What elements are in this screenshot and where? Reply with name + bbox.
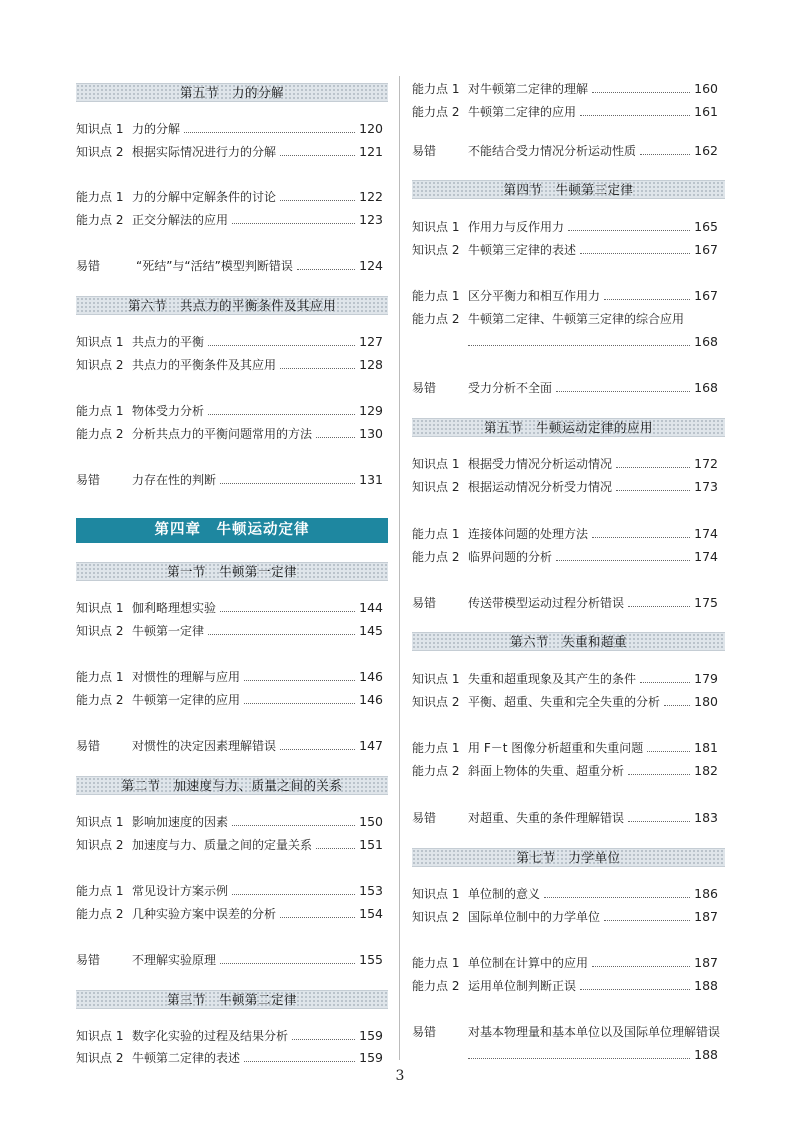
leader-dots (664, 705, 690, 706)
entry-label: 知识点 2 (412, 910, 460, 924)
entry-title: 分析共点力的平衡问题常用的方法 (132, 427, 313, 441)
toc-entry[interactable] (76, 185, 383, 205)
chapter-header: 第四章 牛顿运动定律 (76, 518, 388, 543)
entry-label: 知识点 1 (76, 601, 124, 615)
leader-dots (647, 751, 690, 752)
toc-entry[interactable] (76, 1046, 383, 1066)
leader-dots (244, 703, 355, 704)
entry-title: 力的分解中定解条件的讨论 (132, 190, 277, 204)
entry-page: 154 (359, 906, 383, 921)
page-number: 3 (395, 1068, 405, 1084)
leader-dots (640, 682, 690, 683)
leader-dots (208, 414, 355, 415)
entry-title: 牛顿第二定律的表述 (132, 1051, 241, 1065)
toc-entry[interactable] (76, 810, 383, 830)
entry-page: 131 (359, 472, 383, 487)
entry-label: 知识点 2 (76, 624, 124, 638)
entry-label: 能力点 1 (76, 404, 124, 418)
entry-title: 牛顿第三定律的表述 (468, 243, 577, 257)
entry-label: 知识点 2 (412, 695, 460, 709)
entry-title: 连接体问题的处理方法 (468, 527, 589, 541)
leader-dots (468, 345, 690, 346)
toc-entry[interactable] (76, 734, 383, 754)
entry-title: 单位制的意义 (468, 887, 541, 901)
entry-page: 183 (694, 810, 718, 825)
entry-page: 188 (694, 1047, 718, 1062)
entry-label: 易错 (76, 473, 101, 487)
toc-entry[interactable] (412, 667, 718, 687)
toc-entry[interactable] (76, 422, 383, 442)
entry-label: 能力点 1 (412, 741, 460, 755)
toc-entry[interactable] (76, 688, 383, 708)
toc-entry[interactable] (412, 238, 718, 258)
entry-page: 123 (359, 212, 383, 227)
toc-entry[interactable] (76, 902, 383, 922)
leader-dots (580, 253, 690, 254)
toc-entry[interactable] (412, 591, 718, 611)
section-header: 第一节 牛顿第一定律 (76, 562, 388, 581)
entry-title: 常见设计方案示例 (132, 884, 229, 898)
entry-page: 162 (694, 143, 718, 158)
entry-title: 运用单位制判断正误 (468, 979, 577, 993)
leader-dots (220, 611, 355, 612)
entry-label: 能力点 1 (412, 289, 460, 303)
toc-entry[interactable] (412, 139, 718, 159)
entry-label: 易错 (412, 144, 437, 158)
leader-dots (280, 749, 355, 750)
entry-title: 对牛顿第二定律的理解 (468, 82, 589, 96)
entry-title: 斜面上物体的失重、超重分析 (468, 764, 625, 778)
toc-entry-multiline-tail[interactable] (468, 1043, 718, 1063)
entry-label: 能力点 2 (76, 693, 124, 707)
toc-entry[interactable] (76, 1024, 383, 1044)
toc-entry[interactable] (412, 522, 718, 542)
entry-label: 易错 (76, 259, 101, 273)
leader-dots (604, 920, 690, 921)
entry-page: 155 (359, 952, 383, 967)
section-header: 第四节 牛顿第三定律 (412, 180, 725, 199)
toc-entry[interactable] (412, 905, 718, 925)
toc-entry[interactable] (412, 759, 718, 779)
entry-page: 173 (694, 479, 718, 494)
entry-page: 174 (694, 526, 718, 541)
entry-title: 牛顿第二定律的应用 (468, 105, 577, 119)
leader-dots (220, 483, 355, 484)
entry-title: 失重和超重现象及其产生的条件 (468, 672, 637, 686)
entry-page: 159 (359, 1050, 383, 1065)
leader-dots (316, 437, 355, 438)
entry-title: 共点力的平衡条件及其应用 (132, 358, 277, 372)
entry-title: 牛顿第一定律的应用 (132, 693, 241, 707)
entry-label: 知识点 2 (412, 243, 460, 257)
entry-label: 能力点 2 (76, 213, 124, 227)
leader-dots (280, 155, 355, 156)
leader-dots (184, 132, 355, 133)
entry-title: 用 F－t 图像分析超重和失重问题 (468, 741, 644, 755)
entry-page: 168 (694, 380, 718, 395)
toc-entry-multiline-head[interactable] (412, 1020, 721, 1040)
toc-entry[interactable] (412, 100, 718, 120)
entry-title: 单位制在计算中的应用 (468, 956, 589, 970)
entry-page: 122 (359, 189, 383, 204)
entry-title: 临界问题的分析 (468, 550, 553, 564)
leader-dots (244, 680, 355, 681)
entry-label: 能力点 2 (76, 907, 124, 921)
toc-entry[interactable] (412, 806, 718, 826)
entry-label: 能力点 2 (412, 312, 460, 326)
entry-label: 知识点 2 (412, 480, 460, 494)
entry-title: 不能结合受力情况分析运动性质 (468, 144, 637, 158)
toc-entry[interactable] (412, 951, 718, 971)
toc-entry[interactable] (76, 353, 383, 373)
entry-page: 153 (359, 883, 383, 898)
leader-dots (604, 299, 690, 300)
entry-page: 179 (694, 671, 718, 686)
entry-title: 牛顿第二定律、牛顿第三定律的综合应用 (468, 312, 685, 326)
entry-page: 174 (694, 549, 718, 564)
entry-page: 188 (694, 978, 718, 993)
entry-label: 能力点 2 (412, 550, 460, 564)
entry-label: 易错 (76, 953, 101, 967)
leader-dots (232, 825, 355, 826)
toc-entry[interactable] (412, 452, 718, 472)
leader-dots (628, 774, 690, 775)
entry-title: 根据实际情况进行力的分解 (132, 145, 277, 159)
entry-title: 物体受力分析 (132, 404, 205, 418)
entry-label: 能力点 2 (76, 427, 124, 441)
entry-label: 知识点 1 (412, 887, 460, 901)
section-header: 第六节 失重和超重 (412, 632, 725, 651)
leader-dots (280, 917, 355, 918)
entry-label: 知识点 2 (76, 1051, 124, 1065)
entry-label: 知识点 1 (412, 220, 460, 234)
leader-dots (628, 606, 690, 607)
entry-page: 161 (694, 104, 718, 119)
entry-title: 对超重、失重的条件理解错误 (468, 811, 625, 825)
leader-dots (556, 560, 690, 561)
toc-entry[interactable] (76, 833, 383, 853)
entry-page: 150 (359, 814, 383, 829)
toc-entry[interactable] (412, 974, 718, 994)
entry-label: 知识点 1 (76, 1029, 124, 1043)
entry-label: 能力点 2 (412, 105, 460, 119)
toc-entry[interactable] (76, 140, 383, 160)
entry-title: 传送带模型运动过程分析错误 (468, 596, 625, 610)
entry-title: 加速度与力、质量之间的定量关系 (132, 838, 313, 852)
entry-label: 易错 (412, 381, 437, 395)
leader-dots (580, 989, 690, 990)
entry-label: 知识点 1 (412, 672, 460, 686)
toc-entry[interactable] (412, 736, 718, 756)
toc-entry[interactable] (76, 619, 383, 639)
entry-page: 168 (694, 334, 718, 349)
entry-page: 159 (359, 1028, 383, 1043)
toc-entry[interactable] (412, 77, 718, 97)
entry-title: 不理解实验原理 (132, 953, 217, 967)
entry-label: 易错 (412, 596, 437, 610)
leader-dots (592, 966, 690, 967)
entry-page: 130 (359, 426, 383, 441)
entry-page: 180 (694, 694, 718, 709)
toc-entry[interactable] (76, 399, 383, 419)
section-header: 第三节 牛顿第二定律 (76, 990, 388, 1009)
entry-title: 对惯性的理解与应用 (132, 670, 241, 684)
leader-dots (208, 345, 355, 346)
entry-title: 根据受力情况分析运动情况 (468, 457, 613, 471)
entry-page: 121 (359, 144, 383, 159)
entry-title: 影响加速度的因素 (132, 815, 229, 829)
entry-title: 力存在性的判断 (132, 473, 217, 487)
toc-entry-multiline-tail[interactable] (468, 330, 718, 350)
entry-page: 151 (359, 837, 383, 852)
entry-label: 能力点 1 (76, 190, 124, 204)
entry-title: 力的分解 (132, 122, 181, 136)
entry-label: 知识点 2 (76, 145, 124, 159)
entry-title: 共点力的平衡 (132, 335, 205, 349)
entry-title: 几种实验方案中误差的分析 (132, 907, 277, 921)
toc-entry[interactable] (76, 468, 383, 488)
entry-title: 伽利略理想实验 (132, 601, 217, 615)
leader-dots (556, 391, 690, 392)
entry-label: 能力点 2 (412, 764, 460, 778)
section-header: 第五节 牛顿运动定律的应用 (412, 418, 725, 437)
entry-page: 167 (694, 288, 718, 303)
leader-dots (244, 1061, 355, 1062)
entry-page: 120 (359, 121, 383, 136)
toc-entry[interactable] (76, 665, 383, 685)
leader-dots (232, 894, 355, 895)
entry-label: 知识点 2 (76, 358, 124, 372)
toc-entry[interactable] (412, 545, 718, 565)
toc-entry[interactable] (412, 376, 718, 396)
entry-page: 181 (694, 740, 718, 755)
entry-label: 能力点 1 (412, 82, 460, 96)
entry-page: 187 (694, 909, 718, 924)
section-header: 第六节 共点力的平衡条件及其应用 (76, 296, 388, 315)
leader-dots (640, 154, 690, 155)
entry-title: 对基本物理量和基本单位以及国际单位理解错误 (468, 1025, 721, 1039)
entry-title: 牛顿第一定律 (132, 624, 205, 638)
entry-label: 知识点 1 (76, 335, 124, 349)
toc-entry[interactable] (412, 475, 718, 495)
leader-dots (220, 963, 355, 964)
entry-page: 167 (694, 242, 718, 257)
entry-label: 易错 (412, 811, 437, 825)
entry-page: 129 (359, 403, 383, 418)
toc-entry[interactable] (412, 284, 718, 304)
entry-page: 144 (359, 600, 383, 615)
entry-title: 国际单位制中的力学单位 (468, 910, 601, 924)
column-divider (399, 76, 400, 1060)
entry-title: 正交分解法的应用 (132, 213, 229, 227)
section-header: 第五节 力的分解 (76, 83, 388, 102)
leader-dots (568, 230, 690, 231)
leader-dots (232, 223, 355, 224)
toc-entry[interactable] (76, 948, 383, 968)
entry-label: 能力点 1 (412, 527, 460, 541)
leader-dots (316, 848, 355, 849)
toc-entry-multiline-head[interactable] (412, 307, 718, 327)
entry-label: 能力点 2 (412, 979, 460, 993)
toc-entry[interactable] (76, 879, 383, 899)
entry-page: 124 (359, 258, 383, 273)
entry-title: 作用力与反作用力 (468, 220, 565, 234)
entry-label: 知识点 1 (76, 122, 124, 136)
section-header: 第二节 加速度与力、质量之间的关系 (76, 776, 388, 795)
entry-page: 187 (694, 955, 718, 970)
entry-label: 知识点 1 (412, 457, 460, 471)
section-header: 第七节 力学单位 (412, 848, 725, 867)
toc-entry[interactable] (76, 254, 383, 274)
entry-page: 146 (359, 669, 383, 684)
toc-entry[interactable] (76, 330, 383, 350)
leader-dots (544, 897, 690, 898)
entry-label: 知识点 2 (76, 838, 124, 852)
entry-page: 182 (694, 763, 718, 778)
entry-title: “死结”与“活结”模型判断错误 (136, 259, 293, 273)
leader-dots (616, 467, 690, 468)
entry-label: 能力点 1 (76, 670, 124, 684)
entry-label: 易错 (76, 739, 101, 753)
leader-dots (208, 634, 355, 635)
leader-dots (468, 1058, 690, 1059)
leader-dots (297, 269, 355, 270)
entry-title: 对惯性的决定因素理解错误 (132, 739, 277, 753)
entry-label: 易错 (412, 1025, 437, 1039)
leader-dots (280, 368, 355, 369)
entry-page: 186 (694, 886, 718, 901)
entry-title: 平衡、超重、失重和完全失重的分析 (468, 695, 661, 709)
entry-page: 172 (694, 456, 718, 471)
entry-page: 165 (694, 219, 718, 234)
entry-page: 146 (359, 692, 383, 707)
leader-dots (292, 1039, 355, 1040)
toc-entry[interactable] (76, 117, 383, 137)
entry-label: 能力点 1 (76, 884, 124, 898)
leader-dots (616, 490, 690, 491)
entry-label: 知识点 1 (76, 815, 124, 829)
entry-page: 145 (359, 623, 383, 638)
toc-entry[interactable] (412, 690, 718, 710)
entry-page: 160 (694, 81, 718, 96)
leader-dots (592, 537, 690, 538)
leader-dots (280, 200, 355, 201)
toc-entry[interactable] (76, 596, 383, 616)
toc-entry[interactable] (412, 215, 718, 235)
entry-label: 能力点 1 (412, 956, 460, 970)
toc-entry[interactable] (76, 208, 383, 228)
leader-dots (580, 115, 690, 116)
entry-page: 175 (694, 595, 718, 610)
entry-title: 受力分析不全面 (468, 381, 553, 395)
entry-title: 区分平衡力和相互作用力 (468, 289, 601, 303)
toc-entry[interactable] (412, 882, 718, 902)
leader-dots (592, 92, 690, 93)
entry-title: 数字化实验的过程及结果分析 (132, 1029, 289, 1043)
leader-dots (628, 821, 690, 822)
entry-page: 147 (359, 738, 383, 753)
entry-title: 根据运动情况分析受力情况 (468, 480, 613, 494)
entry-page: 128 (359, 357, 383, 372)
entry-page: 127 (359, 334, 383, 349)
